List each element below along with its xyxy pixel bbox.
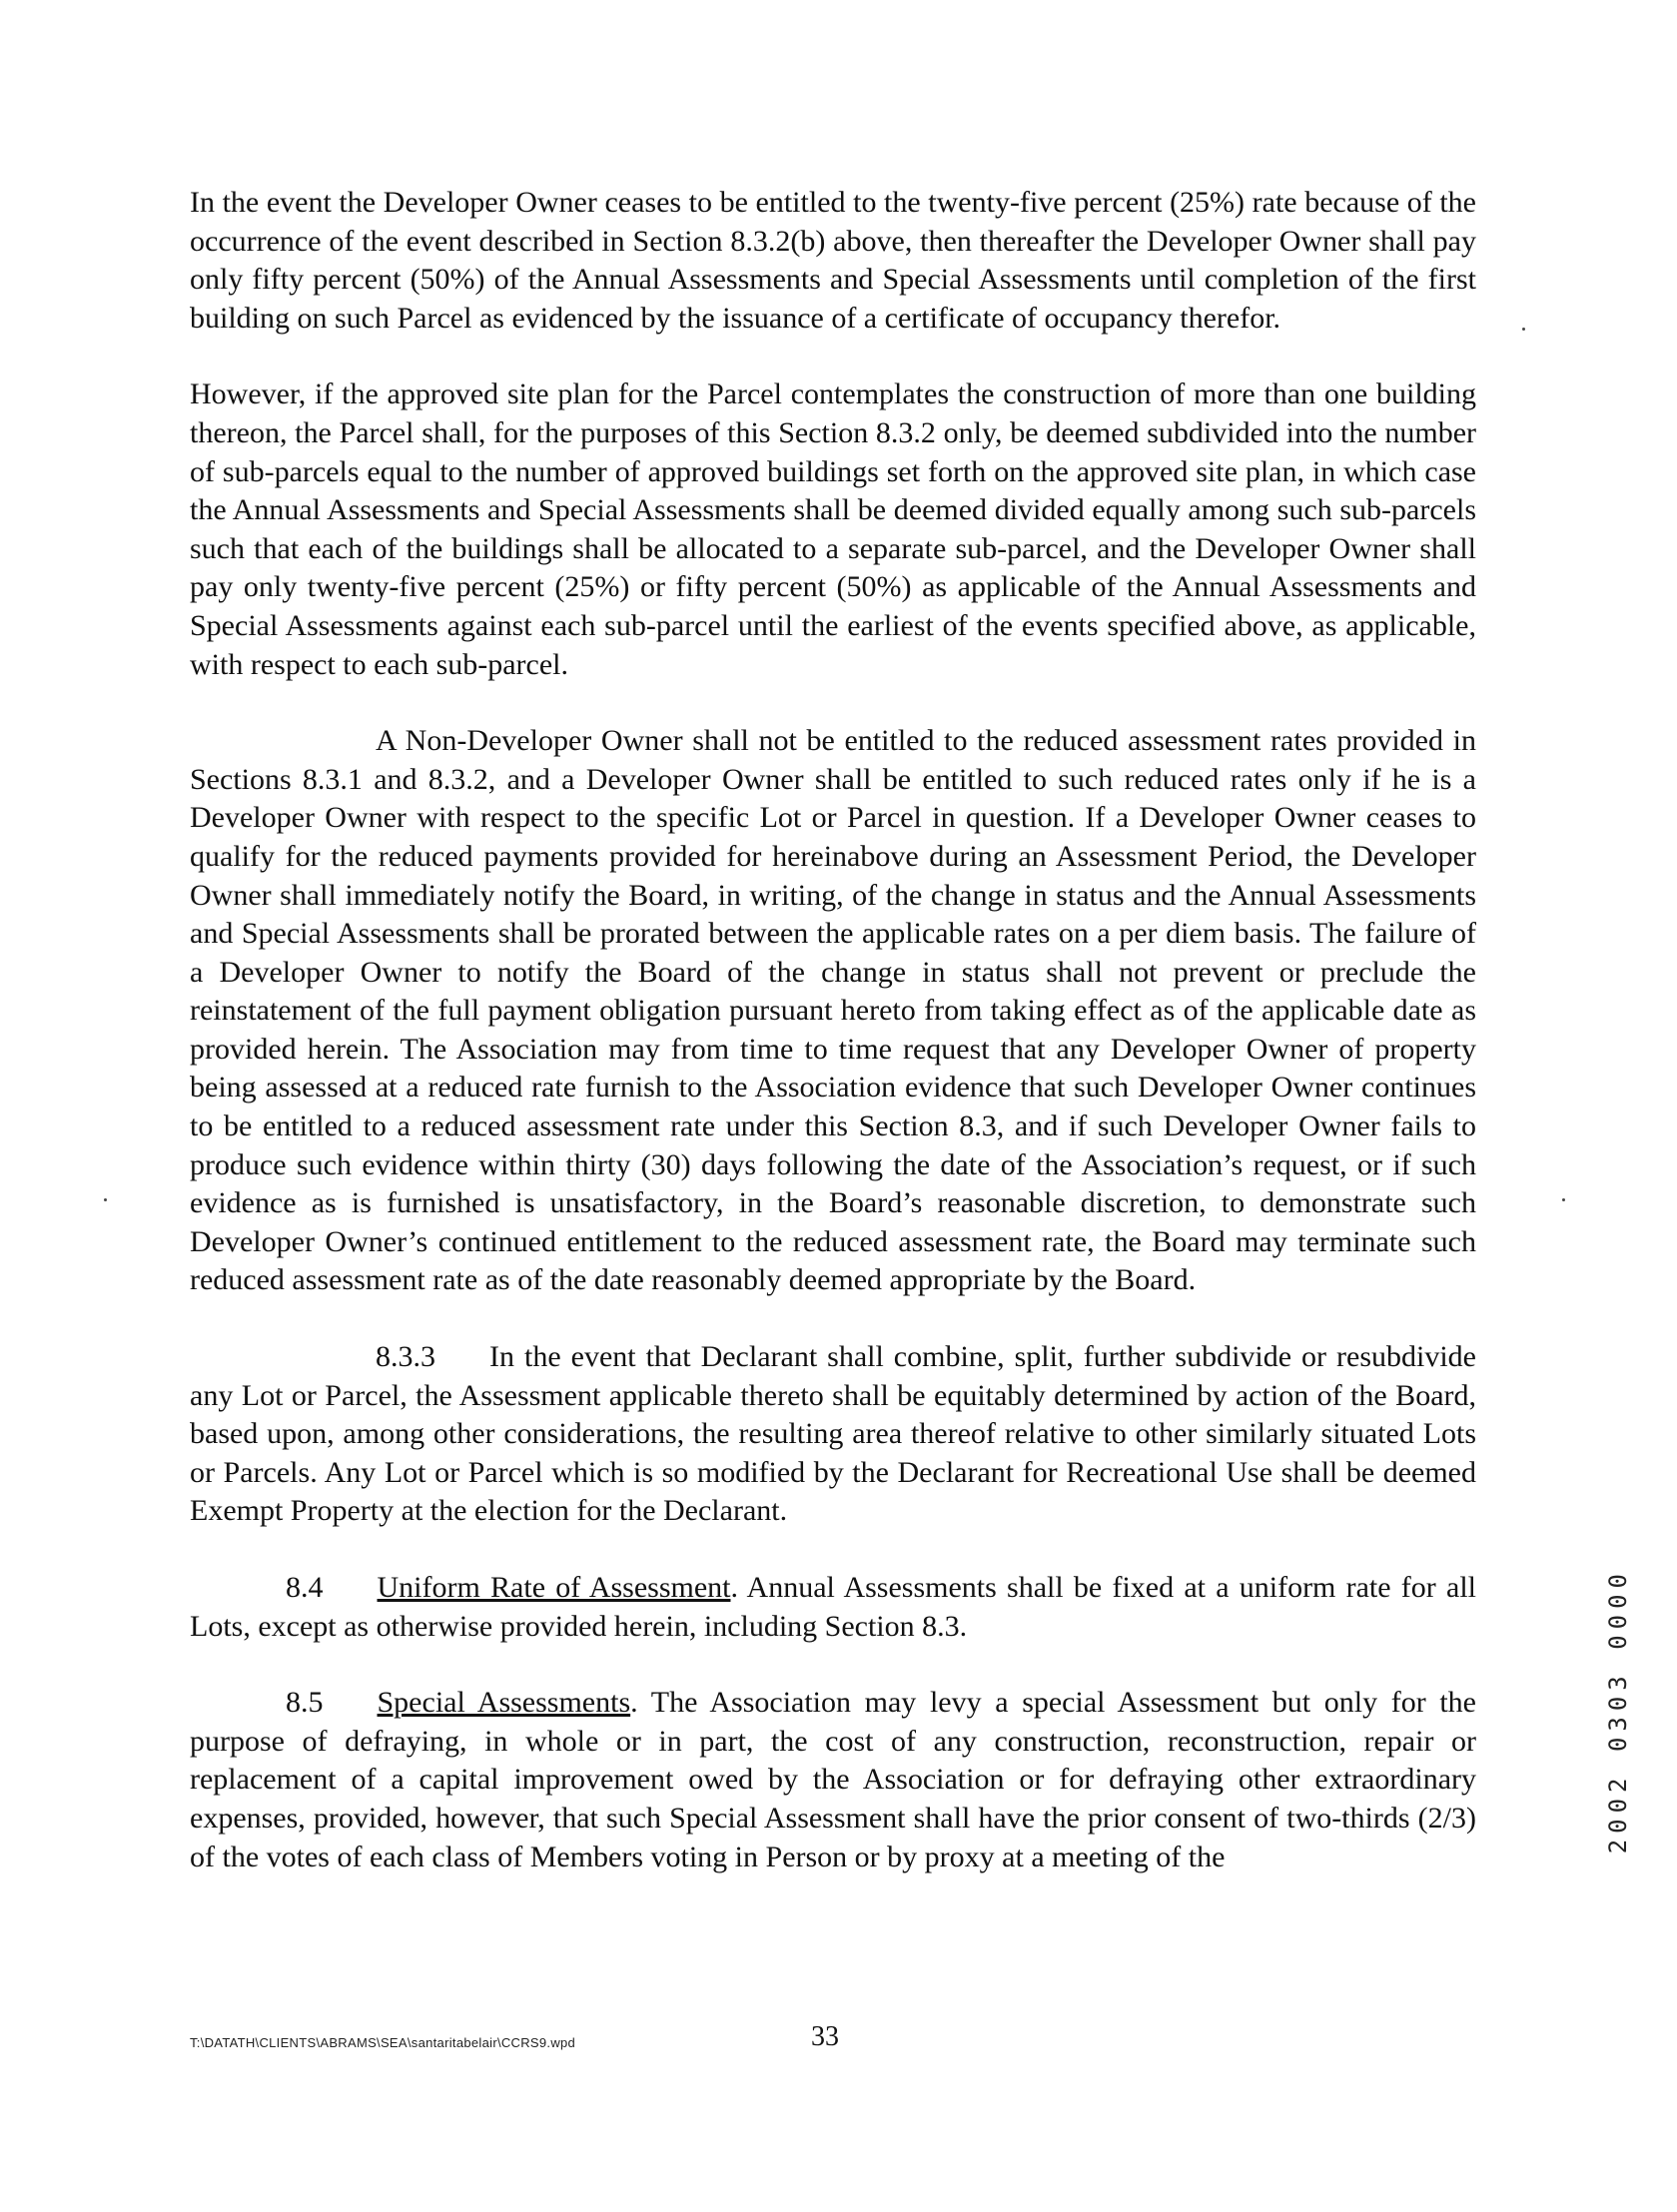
section-number: 8.3.3 — [376, 1340, 435, 1374]
section-text: . Annual Assessments shall be fixed at a uniform rate for all Lots, except as otherwise provided herein, including Section 8.3. — [190, 1571, 1477, 1643]
section-8-5 — [190, 1684, 1476, 1876]
footer-file-path: T:\DATATH\CLIENTS\ABRAMS\SEA\santaritabelair\CCRS9.wpd — [190, 2035, 576, 2050]
paragraph-developer-fifty-percent: In the event the Developer Owner ceases to be entitled to the twenty-five percent (25%) rate because of the occurrence of the event described in Section 8.3.2(b) above, then thereafter the Developer Owner shall pay only fifty percent (50%) of the Annual Assessments and Special Assessments until completion of the first building on such Parcel as evidenced by the issuance of a certificate of occupancy therefor. — [190, 186, 1476, 335]
recording-stamp: 2002 0303 0000 — [1604, 1568, 1632, 1854]
section-number: 8.5 — [286, 1686, 324, 1720]
section-8-4 — [190, 1569, 1476, 1646]
section-8-3-3 — [190, 1338, 1476, 1531]
paragraph-non-developer-owner: A Non-Developer Owner shall not be entitled to the reduced assessment rates provided in Sections 8.3.1 and 8.3.2, and a Developer Owner shall be entitled to such reduced rates only if he is a Developer Owner with respect to the specific Lot or Parcel in question. If a Developer Owner ceases to qualify for the reduced payments provided for hereinabove during an Assessment Period, the Developer Owner shall immediately notify the Board, in writing, of the change in status and the Annual Assessments and Special Assessments shall be prorated between the applicable rates on a per diem basis. The failure of a Developer Owner to notify the Board of the change in status shall not prevent or preclude the reinstatement of the full payment obligation pursuant hereto from taking effect as of the applicable date as provided herein. The Association may from time to time request that any Developer Owner of property being assessed at a reduced rate furnish to the Association evidence that such Developer Owner continues to be entitled to a reduced assessment rate under this Section 8.3, and if such Developer Owner fails to produce such evidence within thirty (30) days following the date of the Association’s request, or if such evidence as is furnished is unsatisfactory, in the Board’s reasonable discretion, to demonstrate such Developer Owner’s continued entitlement to the reduced assessment rate, the Board may terminate such reduced assessment rate as of the date reasonably deemed appropriate by the Board. — [190, 724, 1476, 1297]
section-text: In the event that Declarant shall combine, split, further subdivide or resubdivide any Lot or Parcel, the Assessment applicable thereto shall be equitably determined by action of the Board, based upon, among other considerations, the resulting area thereof relative to other similarly situated Lots or Parcels. Any Lot or Parcel which is so modified by the Declarant for Recreational Use shall be deemed Exempt Property at the election for the Declarant. — [190, 1340, 1476, 1528]
section-text: . The Association may levy a special Assessment but only for the purpose of defraying, in whole or in part, the cost of any construction, reconstruction, repair or replacement of a capital improvement owed by the Association or for defraying other extraordinary expenses, provided, however, that such Special Assessment shall have the prior consent of two-thirds (2/3) of the votes of each class of Members voting in Person or by proxy at a meeting of the — [190, 1686, 1476, 1873]
document-body — [190, 184, 1476, 1914]
paragraph-sub-parcels: However, if the approved site plan for the Parcel contemplates the construction of more than one building thereon, the Parcel shall, for the purposes of this Section 8.3.2 only, be deemed subdivided into the number of sub-parcels equal to the number of approved buildings set forth on the approved site plan, in which case the Annual Assessments and Special Assessments shall be deemed divided equally among such sub-parcels such that each of the buildings shall be allocated to a separate sub-parcel, and the Developer Owner shall pay only twenty-five percent (25%) or fifty percent (50%) as applicable of the Annual Assessments and Special Assessments against each sub-parcel until the earliest of the events specified above, as applicable, with respect to each sub-parcel. — [190, 377, 1476, 681]
section-number: 8.4 — [286, 1571, 324, 1604]
scan-speck — [1522, 328, 1525, 331]
page-number: 33 — [811, 2021, 839, 2052]
scan-speck — [1562, 1198, 1565, 1201]
section-heading: Special Assessments — [377, 1686, 631, 1720]
section-heading: Uniform Rate of Assessment — [377, 1571, 731, 1604]
scan-speck — [104, 1198, 107, 1201]
